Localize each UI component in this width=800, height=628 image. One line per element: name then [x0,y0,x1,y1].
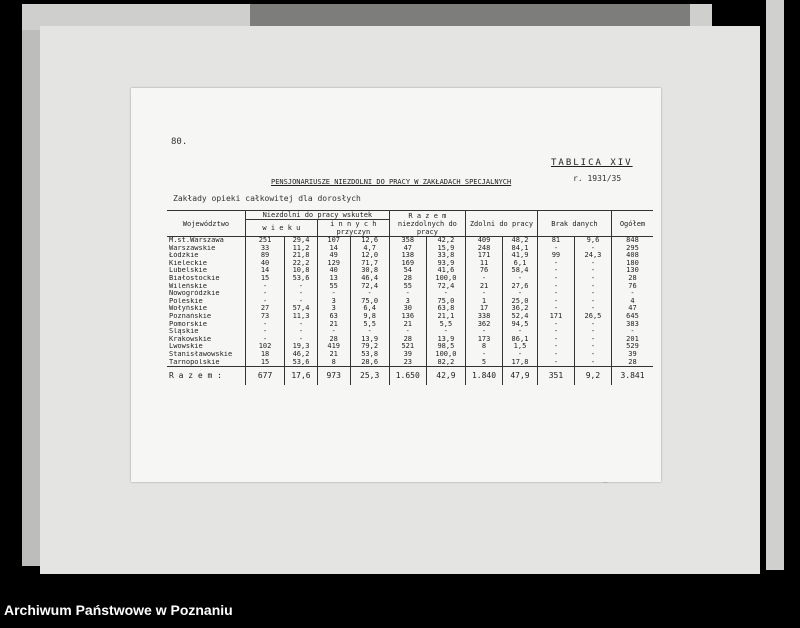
table-cell: - [350,328,389,336]
table-cell: 63 [317,313,350,321]
table-cell: 29,4 [285,237,318,245]
table-cell: 73 [245,313,284,321]
table-cell: 81 [537,237,574,245]
table-cell: 28 [612,359,654,367]
table-cell: - [537,245,574,253]
table-cell: - [537,343,574,351]
table-cell: 21,8 [285,252,318,260]
table-body [167,237,653,386]
table-cell: 15 [245,275,284,283]
table-cell: 58,4 [503,267,538,275]
header-no-data: Brak danych [537,211,611,237]
table-cell: 521 [389,343,426,351]
table-cell: 25,3 [350,367,389,386]
row-label: Śląskie [169,328,199,336]
table-cell: - [245,283,284,291]
table-cell: 86,1 [503,336,538,344]
table-cell: - [285,298,318,306]
table-cell: - [574,336,611,344]
table-cell: 383 [612,321,654,329]
header-voivodeship: Województwo [167,211,245,237]
header-able: Zdolni do pracy [466,211,538,237]
table-cell: - [466,328,503,336]
table-cell: 17,6 [285,367,318,386]
table-cell: - [537,328,574,336]
statistics-table [167,210,653,385]
row-label: Pomorskie [169,320,207,328]
table-cell: 1 [466,298,503,306]
table-cell: 21 [317,321,350,329]
table-cell: 107 [317,237,350,245]
table-cell: 645 [612,313,654,321]
table-cell: - [245,336,284,344]
table-row [167,305,653,313]
table-date: r. 1931/35 [573,174,622,183]
table-cell: - [285,328,318,336]
table-cell: 40 [317,267,350,275]
table-cell: 100,0 [426,275,465,283]
header-overall: Ogółem [612,211,654,237]
table-cell: 180 [612,260,654,268]
table-cell: 36,2 [503,305,538,313]
table-cell: - [285,283,318,291]
table-cell: - [574,343,611,351]
row-label: Kieleckie [169,259,207,267]
table-cell: 12,6 [350,237,389,245]
table-cell: - [389,290,426,298]
table-cell: 39 [389,351,426,359]
table-cell: 48,2 [503,237,538,245]
table-cell: 24,3 [574,252,611,260]
document-subtitle: Zakłady opieki całkowitej dla dorosłych [173,194,361,203]
table-row [167,328,653,336]
table-cell: 351 [537,367,574,386]
table-cell: - [466,275,503,283]
table-cell: 9,6 [574,237,611,245]
table-cell: 84,1 [503,245,538,253]
table-cell: 12,0 [350,252,389,260]
table-cell: 3 [317,298,350,306]
table-cell: 89 [245,252,284,260]
table-cell: - [537,290,574,298]
table-row [167,359,653,367]
table-cell: 11,3 [285,313,318,321]
table-cell: - [317,290,350,298]
table-cell: 1.650 [389,367,426,386]
header-age: w i e k u [245,220,317,237]
table-row [167,321,653,329]
table-cell: 26,5 [574,313,611,321]
table-cell: - [537,298,574,306]
row-label: Poznańskie [169,312,212,320]
table-cell: 358 [389,237,426,245]
table-cell: - [245,321,284,329]
table-cell: 47 [612,305,654,313]
table-cell: - [574,275,611,283]
table-cell: 11,2 [285,245,318,253]
table-cell: 138 [389,252,426,260]
table-cell: 14 [317,245,350,253]
row-label: Lubelskie [169,267,207,275]
table-row [167,252,653,260]
table-cell: 75,0 [350,298,389,306]
row-label: Lwowskie [169,343,203,351]
table-cell: 93,9 [426,260,465,268]
table-cell: - [537,260,574,268]
row-label: R a z e m : [167,367,245,386]
table-cell: 27,6 [503,283,538,291]
table-cell: 41,6 [426,267,465,275]
row-label: Łódzkie [169,252,199,260]
table-cell: 848 [612,237,654,245]
table-cell: 47 [389,245,426,253]
row-label: Tarnopolskie [169,358,220,366]
table-cell: 136 [389,313,426,321]
table-cell: 33 [245,245,284,253]
table-cell: - [612,290,654,298]
table-cell: 973 [317,367,350,386]
table-cell: 6,1 [503,260,538,268]
archive-credit: Archiwum Państwowe w Poznaniu [4,602,233,618]
table-cell: 94,5 [503,321,538,329]
table-cell: 248 [466,245,503,253]
table-cell: - [317,328,350,336]
table-cell: - [426,328,465,336]
table-cell: 169 [389,260,426,268]
table-cell: 15,9 [426,245,465,253]
table-cell: - [574,267,611,275]
table-cell: 295 [612,245,654,253]
table-cell: 46,2 [285,351,318,359]
table-cell: 53,6 [285,359,318,367]
table-cell: 3 [389,298,426,306]
table-cell: 53,6 [285,275,318,283]
table-cell: 54 [389,267,426,275]
table-cell: 419 [317,343,350,351]
table-cell: 3.841 [612,367,654,386]
table-cell: - [503,351,538,359]
table-cell: 17 [466,305,503,313]
table-cell: 171 [537,313,574,321]
table-cell: 21 [466,283,503,291]
table-cell: 8 [466,343,503,351]
table-cell: 1,5 [503,343,538,351]
table-cell: 13 [317,275,350,283]
table-cell: 677 [245,367,284,386]
table-cell: - [612,328,654,336]
table-cell: - [537,351,574,359]
table-cell: 11 [466,260,503,268]
table-cell: 63,8 [426,305,465,313]
table-cell: 9,8 [350,313,389,321]
row-label: Warszawskie [169,244,216,252]
table-cell: 4,7 [350,245,389,253]
table-cell: 100,0 [426,351,465,359]
header-total-unable: R a z e m niezdolnych do pracy [389,211,465,237]
table-cell: 4 [612,298,654,306]
table-cell: 42,2 [426,237,465,245]
table-cell: 13,9 [350,336,389,344]
table-cell: - [350,290,389,298]
table-cell: 76 [466,267,503,275]
table-cell: 82,2 [426,359,465,367]
row-label: Poleskie [169,297,203,305]
table-cell: 5 [466,359,503,367]
table-cell: 99 [537,252,574,260]
table-cell: - [574,321,611,329]
table-cell: 13,9 [426,336,465,344]
table-cell: - [245,298,284,306]
document-title: PENSJONARIUSZE NIEZDOLNI DO PRACY W ZAKŁADACH SPECJALNYCH [271,178,512,186]
table-cell: 21 [389,321,426,329]
table-cell: 6,4 [350,305,389,313]
table-cell: - [245,290,284,298]
table-cell: 57,4 [285,305,318,313]
table-cell: 1.840 [466,367,503,386]
table-row [167,367,653,386]
table-cell: 39 [612,351,654,359]
table-cell: 8 [317,359,350,367]
table-cell: - [574,283,611,291]
table-label: TABLICA XIV [551,158,633,168]
table-cell: - [245,328,284,336]
table-cell: 251 [245,237,284,245]
table-cell: 47,9 [503,367,538,386]
table-cell: 72,4 [350,283,389,291]
table-row [167,290,653,298]
table-cell: - [537,283,574,291]
table-cell: - [466,290,503,298]
table-cell: 23 [389,359,426,367]
table-row [167,343,653,351]
table-cell: - [537,275,574,283]
table-cell: 10,8 [285,267,318,275]
table-cell: - [574,359,611,367]
table-cell: 338 [466,313,503,321]
table-cell: - [574,351,611,359]
table-cell: 15 [245,359,284,367]
table-cell: 22,2 [285,260,318,268]
table-cell: - [537,336,574,344]
row-label: Krakowskie [169,335,212,343]
table-cell: 28 [317,336,350,344]
row-label: Wileńskie [169,282,207,290]
table-cell: 173 [466,336,503,344]
table-cell: 28 [612,275,654,283]
table-cell: 14 [245,267,284,275]
table-cell: 42,9 [426,367,465,386]
table-cell: - [285,336,318,344]
table-cell: 201 [612,336,654,344]
table-cell: - [574,245,611,253]
table-cell: - [466,351,503,359]
row-label: M.st.Warszawa [169,236,224,244]
header-other: i n n y c h przyczyn [317,220,389,237]
table-row [167,275,653,283]
table-cell: 41,9 [503,252,538,260]
table-cell: 75,0 [426,298,465,306]
table-cell: 52,4 [503,313,538,321]
table-cell: 49 [317,252,350,260]
document-sheet [131,88,661,482]
table-cell: 171 [466,252,503,260]
table-cell: - [503,275,538,283]
table-cell: 102 [245,343,284,351]
table-cell: 98,5 [426,343,465,351]
film-edge-right [766,0,784,570]
row-label: Białostockie [169,274,220,282]
table-cell: 71,7 [350,260,389,268]
table-cell: 30 [389,305,426,313]
table-cell: 130 [612,267,654,275]
table-row [167,260,653,268]
table-cell: 25,0 [503,298,538,306]
row-label: Stanisławowskie [169,350,233,358]
table-cell: 362 [466,321,503,329]
table-cell: - [503,290,538,298]
table-cell: 129 [317,260,350,268]
header-unable-group: Niezdolni do pracy wskutek [245,211,389,220]
table-row [167,298,653,306]
table-cell: - [537,321,574,329]
table-row [167,245,653,253]
table-cell: 33,8 [426,252,465,260]
table-cell: 53,8 [350,351,389,359]
table-cell: 19,3 [285,343,318,351]
table-cell: - [574,260,611,268]
table-cell: - [574,298,611,306]
table-cell: - [285,321,318,329]
table-cell: 3 [317,305,350,313]
table-cell: 30,8 [350,267,389,275]
table-cell: - [574,290,611,298]
table-cell: 28 [389,275,426,283]
table-cell: 21 [317,351,350,359]
table-row [167,351,653,359]
table-cell: 9,2 [574,367,611,386]
table-cell: 529 [612,343,654,351]
table-cell: - [389,328,426,336]
table-row [167,336,653,344]
row-label: Nowogródzkie [169,290,220,298]
table-cell: 40 [245,260,284,268]
table-cell: 28 [389,336,426,344]
table-row [167,267,653,275]
table-row [167,313,653,321]
table-cell: - [574,305,611,313]
table-cell: - [426,290,465,298]
row-label: Wołyńskie [169,305,207,313]
table-cell: 46,4 [350,275,389,283]
table-row [167,283,653,291]
table-cell: 409 [466,237,503,245]
table-cell: - [537,359,574,367]
table-cell: - [574,328,611,336]
table-cell: 55 [389,283,426,291]
table-cell: 27 [245,305,284,313]
table-cell: - [537,267,574,275]
table-cell: - [537,305,574,313]
table-cell: 408 [612,252,654,260]
table-cell: - [285,290,318,298]
table-row [167,237,653,245]
table-cell: 21,1 [426,313,465,321]
table-cell: 79,2 [350,343,389,351]
table-cell: 5,5 [350,321,389,329]
table-cell: 17,8 [503,359,538,367]
table-cell: - [503,328,538,336]
table-cell: 28,6 [350,359,389,367]
table-cell: 55 [317,283,350,291]
table-cell: 76 [612,283,654,291]
table-cell: 72,4 [426,283,465,291]
table-cell: 5,5 [426,321,465,329]
table-cell: 18 [245,351,284,359]
page-number: 80. [171,137,188,147]
